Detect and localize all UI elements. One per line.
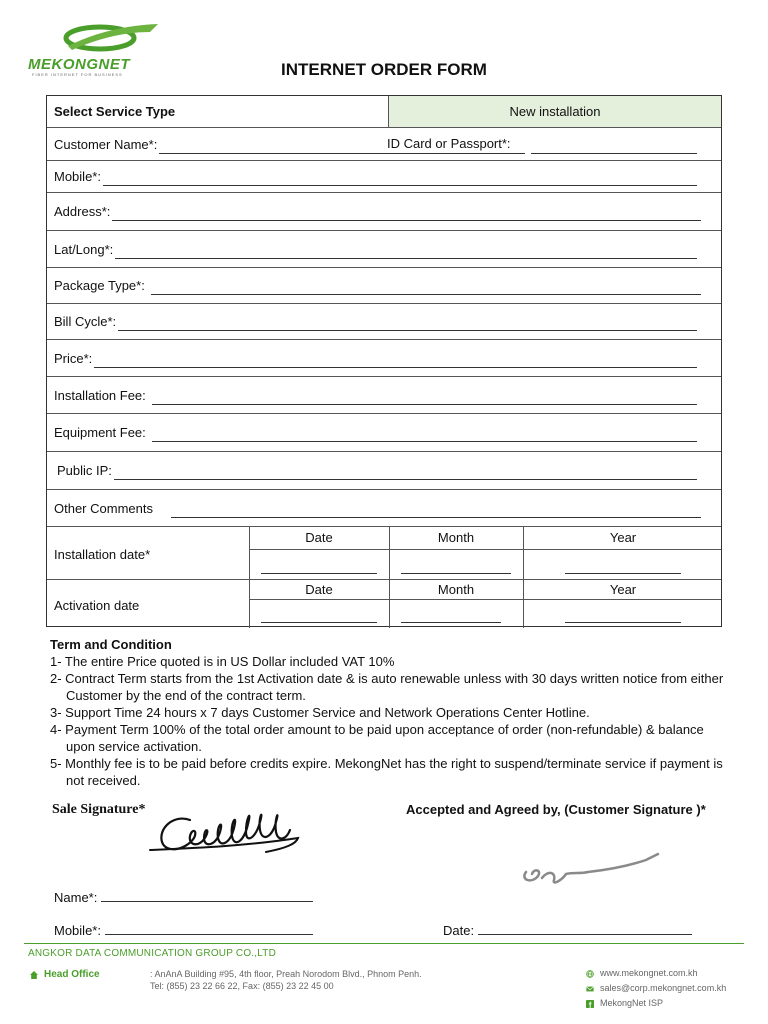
term-item: 4- Payment Term 100% of the total order amount to be paid upon acceptance of order (non-refundable) & balance upon service activation. — [50, 722, 704, 754]
page-title: INTERNET ORDER FORM — [281, 60, 487, 79]
logo-tagline: FIBER INTERNET FOR BUSINESS — [32, 72, 123, 77]
date-blank[interactable] — [478, 934, 692, 935]
email-contact[interactable] — [586, 981, 726, 996]
name-label: Name*: — [54, 890, 98, 905]
other-comments-label: Other Comments — [54, 500, 153, 516]
globe-icon — [586, 970, 594, 978]
website-text: www.mekongnet.com.kh — [600, 968, 698, 978]
mobile-row[interactable] — [47, 160, 721, 192]
order-form-table — [46, 95, 722, 627]
latlong-blank[interactable] — [115, 246, 697, 259]
address-line-2: Tel: (855) 23 22 66 22, Fax: (855) 23 22 45 00 — [150, 981, 334, 991]
other-comments-blank[interactable] — [171, 505, 701, 518]
installation-date-col: Date — [305, 530, 333, 545]
installation-fee-row[interactable] — [47, 376, 721, 413]
public-ip-row[interactable] — [47, 451, 721, 489]
installation-year-input[interactable] — [565, 573, 681, 574]
term-item: 3- Support Time 24 hours x 7 days Customer Service and Network Operations Center Hotline. — [50, 705, 590, 720]
bill-cycle-label: Bill Cycle*: — [54, 314, 117, 329]
service-type-label: Select Service Type — [47, 96, 389, 127]
installation-year-col: Year — [609, 530, 637, 545]
head-office-label: Head Office — [44, 969, 100, 980]
term-item: 1- The entire Price quoted is in US Dollar included VAT 10% — [50, 654, 395, 669]
public-ip-blank[interactable] — [114, 467, 697, 480]
row-divider — [249, 599, 721, 600]
address-row[interactable] — [47, 192, 721, 230]
bill-cycle-blank[interactable] — [118, 318, 697, 331]
service-type-value[interactable]: New installation — [389, 96, 721, 127]
facebook-text: MekongNet ISP — [600, 998, 664, 1008]
customer-signature-image — [518, 850, 668, 890]
sale-signature-label: Sale Signature* — [52, 802, 146, 817]
term-item: 2- Contract Term starts from the 1st Activation date & is auto renewable unless with 30 days written notice from either Customer by the end of the contract term. — [50, 671, 724, 703]
activation-year-col: Year — [609, 582, 637, 597]
footer-contacts — [586, 966, 726, 1011]
bill-cycle-row[interactable] — [47, 303, 721, 339]
equipment-fee-row[interactable] — [47, 413, 721, 451]
logo-brand: MEKONGNET — [28, 56, 130, 73]
mail-icon — [586, 985, 594, 993]
terms-heading: Term and Condition — [50, 637, 172, 652]
terms-section — [50, 636, 730, 789]
sale-signature-image — [146, 798, 306, 868]
address-blank[interactable] — [112, 208, 701, 221]
customer-name-row[interactable] — [47, 127, 721, 160]
home-icon — [30, 971, 38, 979]
footer-company: ANGKOR DATA COMMUNICATION GROUP CO.,LTD — [28, 948, 277, 959]
installation-date-label: Installation date* — [54, 547, 151, 562]
other-comments-row[interactable] — [47, 489, 721, 526]
public-ip-label: Public IP: — [57, 463, 112, 478]
date-label: Date: — [443, 923, 475, 938]
price-row[interactable] — [47, 339, 721, 376]
footer-divider — [24, 943, 744, 944]
package-row[interactable] — [47, 267, 721, 303]
mobile-blank[interactable] — [103, 173, 697, 186]
term-item: 5- Monthly fee is to be paid before credits expire. MekongNet has the right to suspend/terminate service if payment is not received. — [50, 756, 723, 788]
installation-date-input[interactable] — [261, 573, 377, 574]
service-type-row — [47, 96, 721, 127]
customer-signature-label: Accepted and Agreed by, (Customer Signature )* — [406, 802, 706, 817]
address-line-1: : AnAnA Building #95, 4th floor, Preah Norodom Blvd., Phnom Penh. — [150, 969, 422, 979]
latlong-label: Lat/Long*: — [54, 241, 114, 257]
mobile-label: Mobile*: — [54, 169, 101, 184]
price-label: Price*: — [54, 350, 93, 366]
address-label: Address*: — [54, 204, 111, 219]
email-text: sales@corp.mekongnet.com.kh — [600, 983, 727, 993]
activation-month-col: Month — [437, 582, 475, 597]
installation-month-input[interactable] — [401, 573, 511, 574]
latlong-row[interactable] — [47, 230, 721, 267]
row-divider — [249, 549, 721, 550]
activation-date-col: Date — [305, 582, 333, 597]
id-card-blank[interactable] — [531, 141, 697, 154]
website-contact[interactable] — [586, 966, 726, 981]
footer-address — [150, 968, 422, 992]
mobile-sign-label: Mobile*: — [54, 923, 101, 938]
price-blank[interactable] — [94, 355, 697, 368]
mobile-sign-blank[interactable] — [105, 934, 313, 935]
equipment-fee-label: Equipment Fee: — [54, 425, 146, 440]
mobile-field[interactable] — [54, 923, 313, 938]
name-field[interactable] — [54, 890, 313, 905]
activation-year-input[interactable] — [565, 622, 681, 623]
logo-swoosh-icon — [58, 18, 168, 58]
date-field[interactable] — [443, 923, 692, 938]
facebook-contact[interactable] — [586, 996, 726, 1011]
activation-date-row — [47, 579, 721, 628]
activation-month-input[interactable] — [401, 622, 501, 623]
package-blank[interactable] — [151, 282, 701, 295]
head-office — [30, 969, 100, 980]
name-blank[interactable] — [101, 901, 313, 902]
equipment-fee-blank[interactable] — [152, 429, 697, 442]
id-card-label: ID Card or Passport*: — [387, 136, 511, 151]
installation-month-col: Month — [437, 530, 475, 545]
installation-fee-blank[interactable] — [152, 392, 697, 405]
facebook-icon — [586, 1000, 594, 1008]
installation-fee-label: Installation Fee: — [54, 387, 146, 403]
customer-name-label: Customer Name*: — [54, 136, 158, 152]
package-label: Package Type*: — [54, 278, 145, 293]
activation-date-label: Activation date — [54, 598, 140, 613]
activation-date-input[interactable] — [261, 622, 377, 623]
installation-date-row — [47, 526, 721, 579]
